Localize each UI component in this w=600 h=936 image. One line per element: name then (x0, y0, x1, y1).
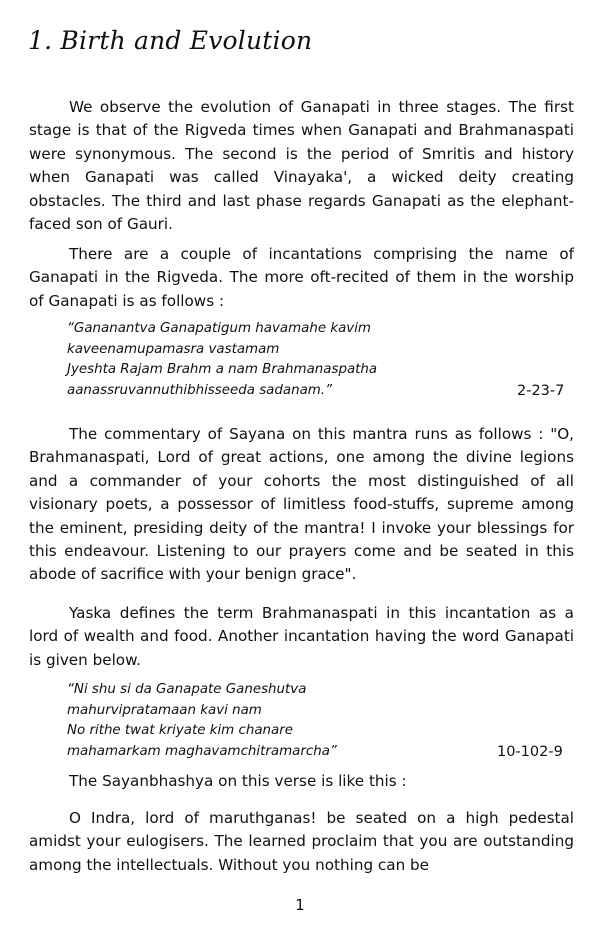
verse-line: “Ni shu si da Ganapate Ganeshutva (67, 682, 307, 697)
verse-line: kaveenamupamasra vastamam (67, 341, 280, 357)
verse-line: aanassruvannuthibhisseeda sadanam.” (67, 382, 333, 398)
paragraph-sayana-commentary: The commentary of Sayana on this mantra runs as follows : "O, Brahmanaspati, Lord of great actions, one among the divine legions and a commander of your cohorts the most distinguished of all visionary poets, a possessor of limitless food-stuffs, supreme among the eminent, presiding deity of the mantra! I invoke your blessings for this endeavour. Listening to our prayers come and be seated in this abode of sacrifice with your benign grace". (29, 425, 574, 584)
paragraph-sayanbhashya-intro: The Sayanbhashya on this verse is like this : (69, 772, 407, 790)
paragraph-incantations-intro: There are a couple of incantations comprising the name of Ganapati in the Rigveda. The more oft-recited of them in the worship of Ganapati is as follows : (29, 245, 574, 310)
verse-line: Jyeshta Rajam Brahm a nam Brahmanaspatha (67, 362, 378, 377)
verse-reference: 2-23-7 (517, 383, 565, 399)
verse-line: mahamarkam maghavamchitramarcha” (67, 743, 337, 759)
verse-reference: 10-102-9 (497, 744, 563, 760)
verse-line: “Gananantva Ganapatigum havamahe kavim (67, 321, 371, 336)
verse-line: No rithe twat kriyate kim chanare (67, 723, 293, 738)
verse-line: mahurvipratamaan kavi nam (67, 702, 262, 718)
page-number: 1 (295, 896, 305, 914)
paragraph-yaska-definition: Yaska defines the term Brahmanaspati in this incantation as a lord of wealth and food. Another incantation having the word Ganapati is given below. (29, 604, 574, 669)
verse-block (67, 319, 577, 401)
chapter-title: 1. Birth and Evolution (28, 26, 313, 55)
paragraph-evolution-stages: We observe the evolution of Ganapati in three stages. The first stage is that of the Rigveda times when Ganapati and Brahmanaspati were synonymous. The second is the period of Smritis and history when Ganapati was called Vinayaka', a wicked deity creating obstacles. The third and last phase regards Ganapati as the elephant-faced son of Gauri. (29, 98, 574, 234)
verse-block (67, 680, 577, 762)
paragraph-indra-invocation: O Indra, lord of maruthganas! be seated on a high pedestal amidst your eulogisers. The learned proclaim that you are outstanding among the intellectuals. Without you nothing can be (29, 809, 574, 874)
